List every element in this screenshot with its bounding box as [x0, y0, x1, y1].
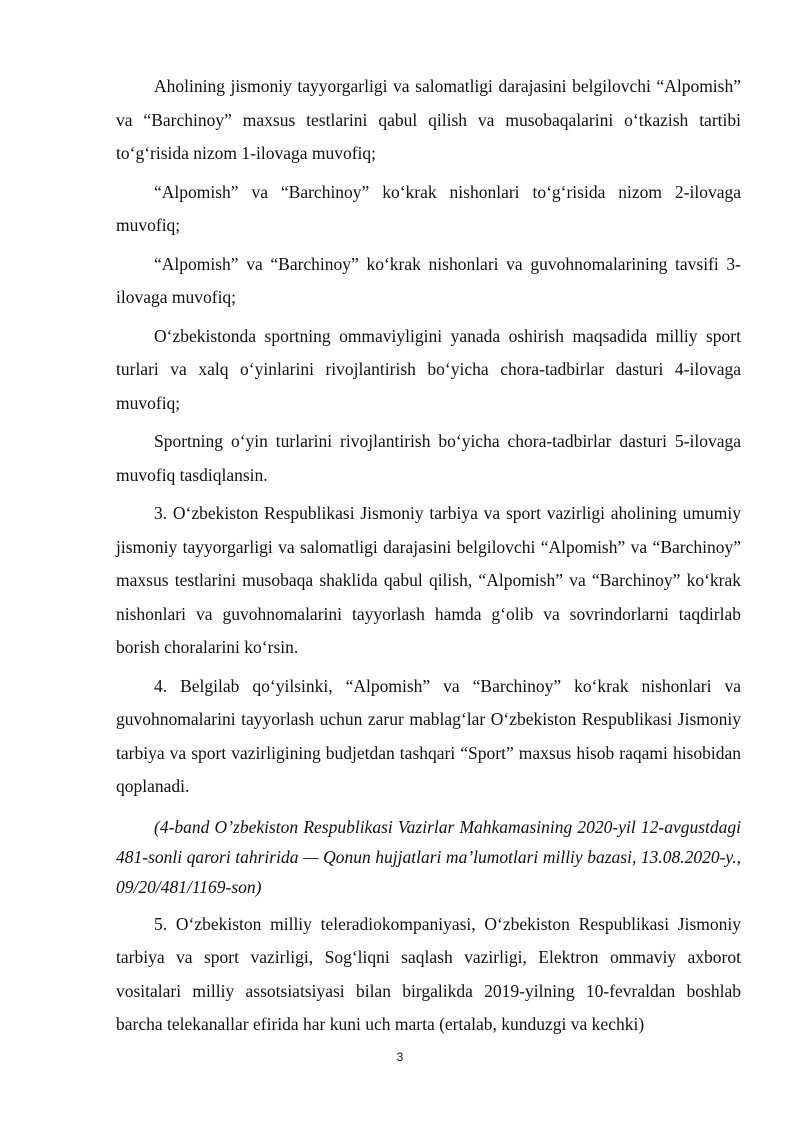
paragraph-item-5: 5. O‘zbekiston milliy teleradiokompaniyasi, O‘zbekiston Respublikasi Jismoniy tarbiya va sport vazirligi, Sog‘liqni saqlash vazirligi, Elektron ommaviy axborot vositalari milliy assotsiatsiyasi bilan birgalikda 2019-yilning 10-fevraldan boshlab barcha telekanallar efirida har kuni uch marta (ertalab, kunduzgi va kechki): [116, 913, 741, 1034]
page-number: 3: [396, 1050, 404, 1064]
document-body: [116, 70, 741, 1047]
paragraph-annex-4: O‘zbekistonda sportning ommaviyligini yanada oshirish maqsadida milliy sport turlari va xalq o‘yinlarini rivojlantirish bo‘yicha chora-tadbirlar dasturi 4-ilovaga muvofiq;: [116, 325, 741, 413]
paragraph-annex-3: “Alpomish” va “Barchinoy” ko‘krak nishonlari va guvohnomalarining tavsifi 3-ilovaga muvofiq;: [116, 253, 741, 307]
paragraph-item-3: 3. O‘zbekiston Respublikasi Jismoniy tarbiya va sport vazirligi aholining umumiy jismoniy tayyorgarligi va salomatligi darajasini belgilovchi “Alpomish” va “Barchinoy” maxsus testlarini musobaqa shaklida qabul qilish, “Alpomish” va “Barchinoy” ko‘krak nishonlari va guvohnomalarini tayyorlash hamda g‘olib va sovrindorlarni taqdirlab borish choralarini ko‘rsin.: [116, 503, 741, 657]
paragraph-annex-1: Aholining jismoniy tayyorgarligi va salomatligi darajasini belgilovchi “Alpomish” va “Barchinoy” maxsus testlarini qabul qilish va musobaqalarini o‘tkazish tartibi to‘g‘risida nizom 1-ilovaga muvofiq;: [116, 76, 741, 163]
amendment-note: (4-band O’zbekiston Respublikasi Vazirlar Mahkamasining 2020-yil 12-avgustdagi 481-sonli qarori tahririda — Qonun hujjatlari ma’lumotlari milliy bazasi, 13.08.2020-y., 09/20/481/1169-son): [116, 816, 741, 897]
paragraph-item-4: 4. Belgilab qo‘yilsinki, “Alpomish” va “Barchinoy” ko‘krak nishonlari va guvohnomalarini tayyorlash uchun zarur mablag‘lar O‘zbekiston Respublikasi Jismoniy tarbiya va sport vazirligining budjetdan tashqari “Sport” maxsus hisob raqami hisobidan qoplanadi.: [116, 675, 741, 796]
paragraph-annex-2: “Alpomish” va “Barchinoy” ko‘krak nishonlari to‘g‘risida nizom 2-ilovaga muvofiq;: [116, 181, 741, 235]
paragraph-annex-5: Sportning o‘yin turlarini rivojlantirish bo‘yicha chora-tadbirlar dasturi 5-ilovaga muvofiq tasdiqlansin.: [116, 431, 741, 485]
